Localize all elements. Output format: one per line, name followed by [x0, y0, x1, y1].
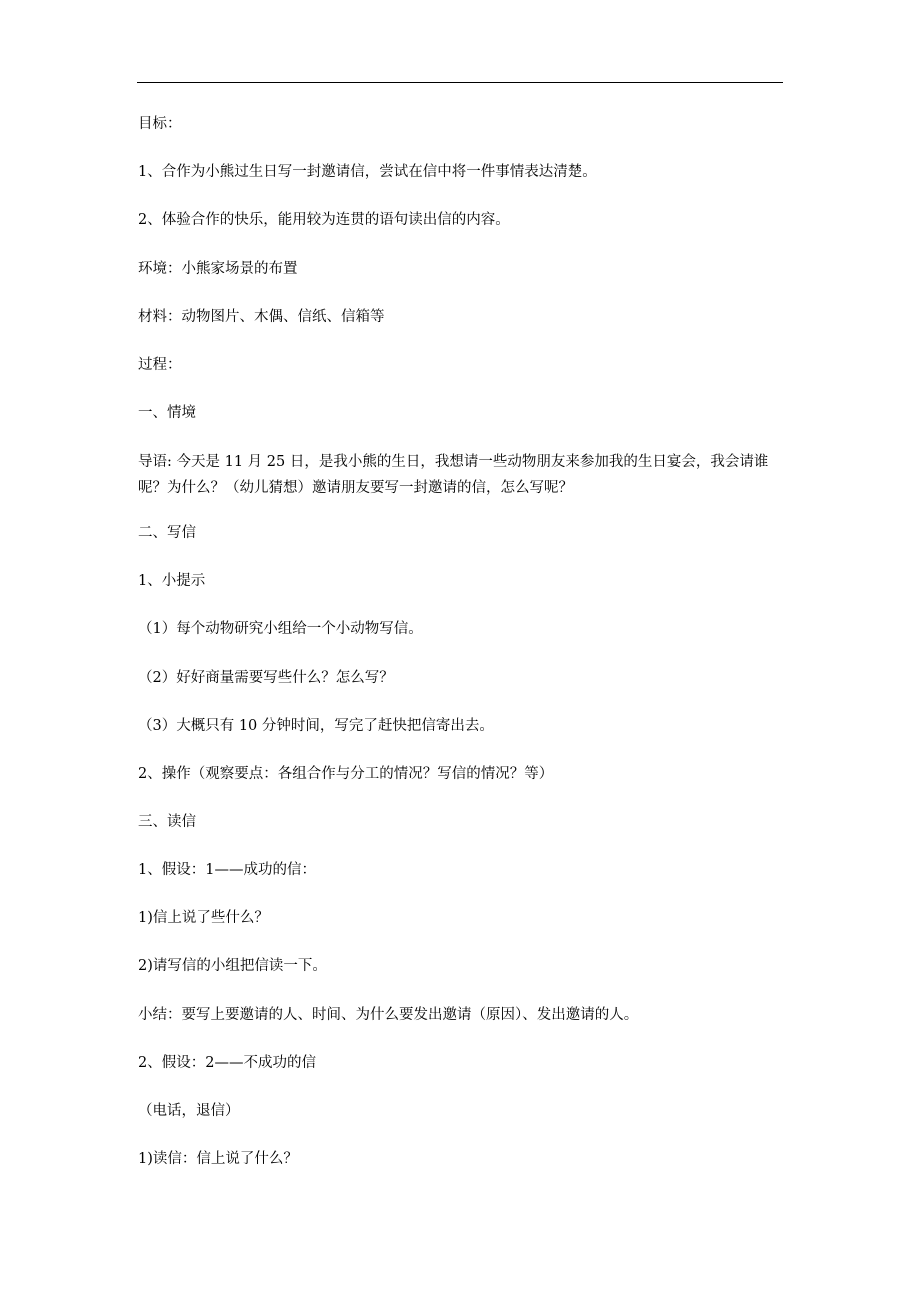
header-rule [137, 82, 783, 83]
goal-item-2: 2、体验合作的快乐，能用较为连贯的语句读出信的内容。 [138, 212, 510, 228]
section-3-heading: 三、读信 [138, 814, 196, 830]
summary-line: 小结：要写上要邀请的人、时间、为什么要发出邀请（原因）、发出邀请的人。 [138, 1007, 639, 1023]
goal-item-1: 1、合作为小熊过生日写一封邀请信，尝试在信中将一件事情表达清楚。 [138, 164, 597, 180]
hypothesis-1: 1、假设：1——成功的信： [138, 862, 316, 878]
hypothesis-1-step-2: 2)请写信的小组把信读一下。 [138, 958, 327, 974]
operation-line: 2、操作（观察要点：各组合作与分工的情况？写信的情况？等） [138, 766, 554, 782]
materials-line: 材料：动物图片、木偶、信纸、信箱等 [138, 309, 385, 325]
goal-heading: 目标： [138, 116, 182, 132]
tip-item-1: （1）每个动物研究小组给一个小动物写信。 [138, 621, 423, 637]
tips-heading: 1、小提示 [138, 573, 206, 589]
hypothesis-2: 2、假设：2——不成功的信 [138, 1055, 316, 1071]
tip-item-3: （3）大概只有 10 分钟时间，写完了赶快把信寄出去。 [138, 718, 494, 734]
intro-paragraph: 导语: 今天是 11 月 25 日，是我小熊的生日，我想请一些动物朋友来参加我的生日宴会，我会请谁呢？为什么？（幼儿猜想）邀请朋友要写一封邀请的信，怎么写呢？ [138, 454, 769, 496]
hypothesis-2-note: （电话，退信） [138, 1103, 240, 1119]
hypothesis-2-step-1: 1)读信：信上说了什么？ [138, 1151, 298, 1167]
section-2-heading: 二、写信 [138, 525, 196, 541]
environment-line: 环境：小熊家场景的布置 [138, 261, 298, 277]
tip-item-2: （2）好好商量需要写些什么？怎么写？ [138, 670, 394, 686]
process-heading: 过程： [138, 357, 182, 373]
section-1-heading: 一、情境 [138, 405, 196, 421]
hypothesis-1-step-1: 1)信上说了些什么？ [138, 910, 269, 926]
